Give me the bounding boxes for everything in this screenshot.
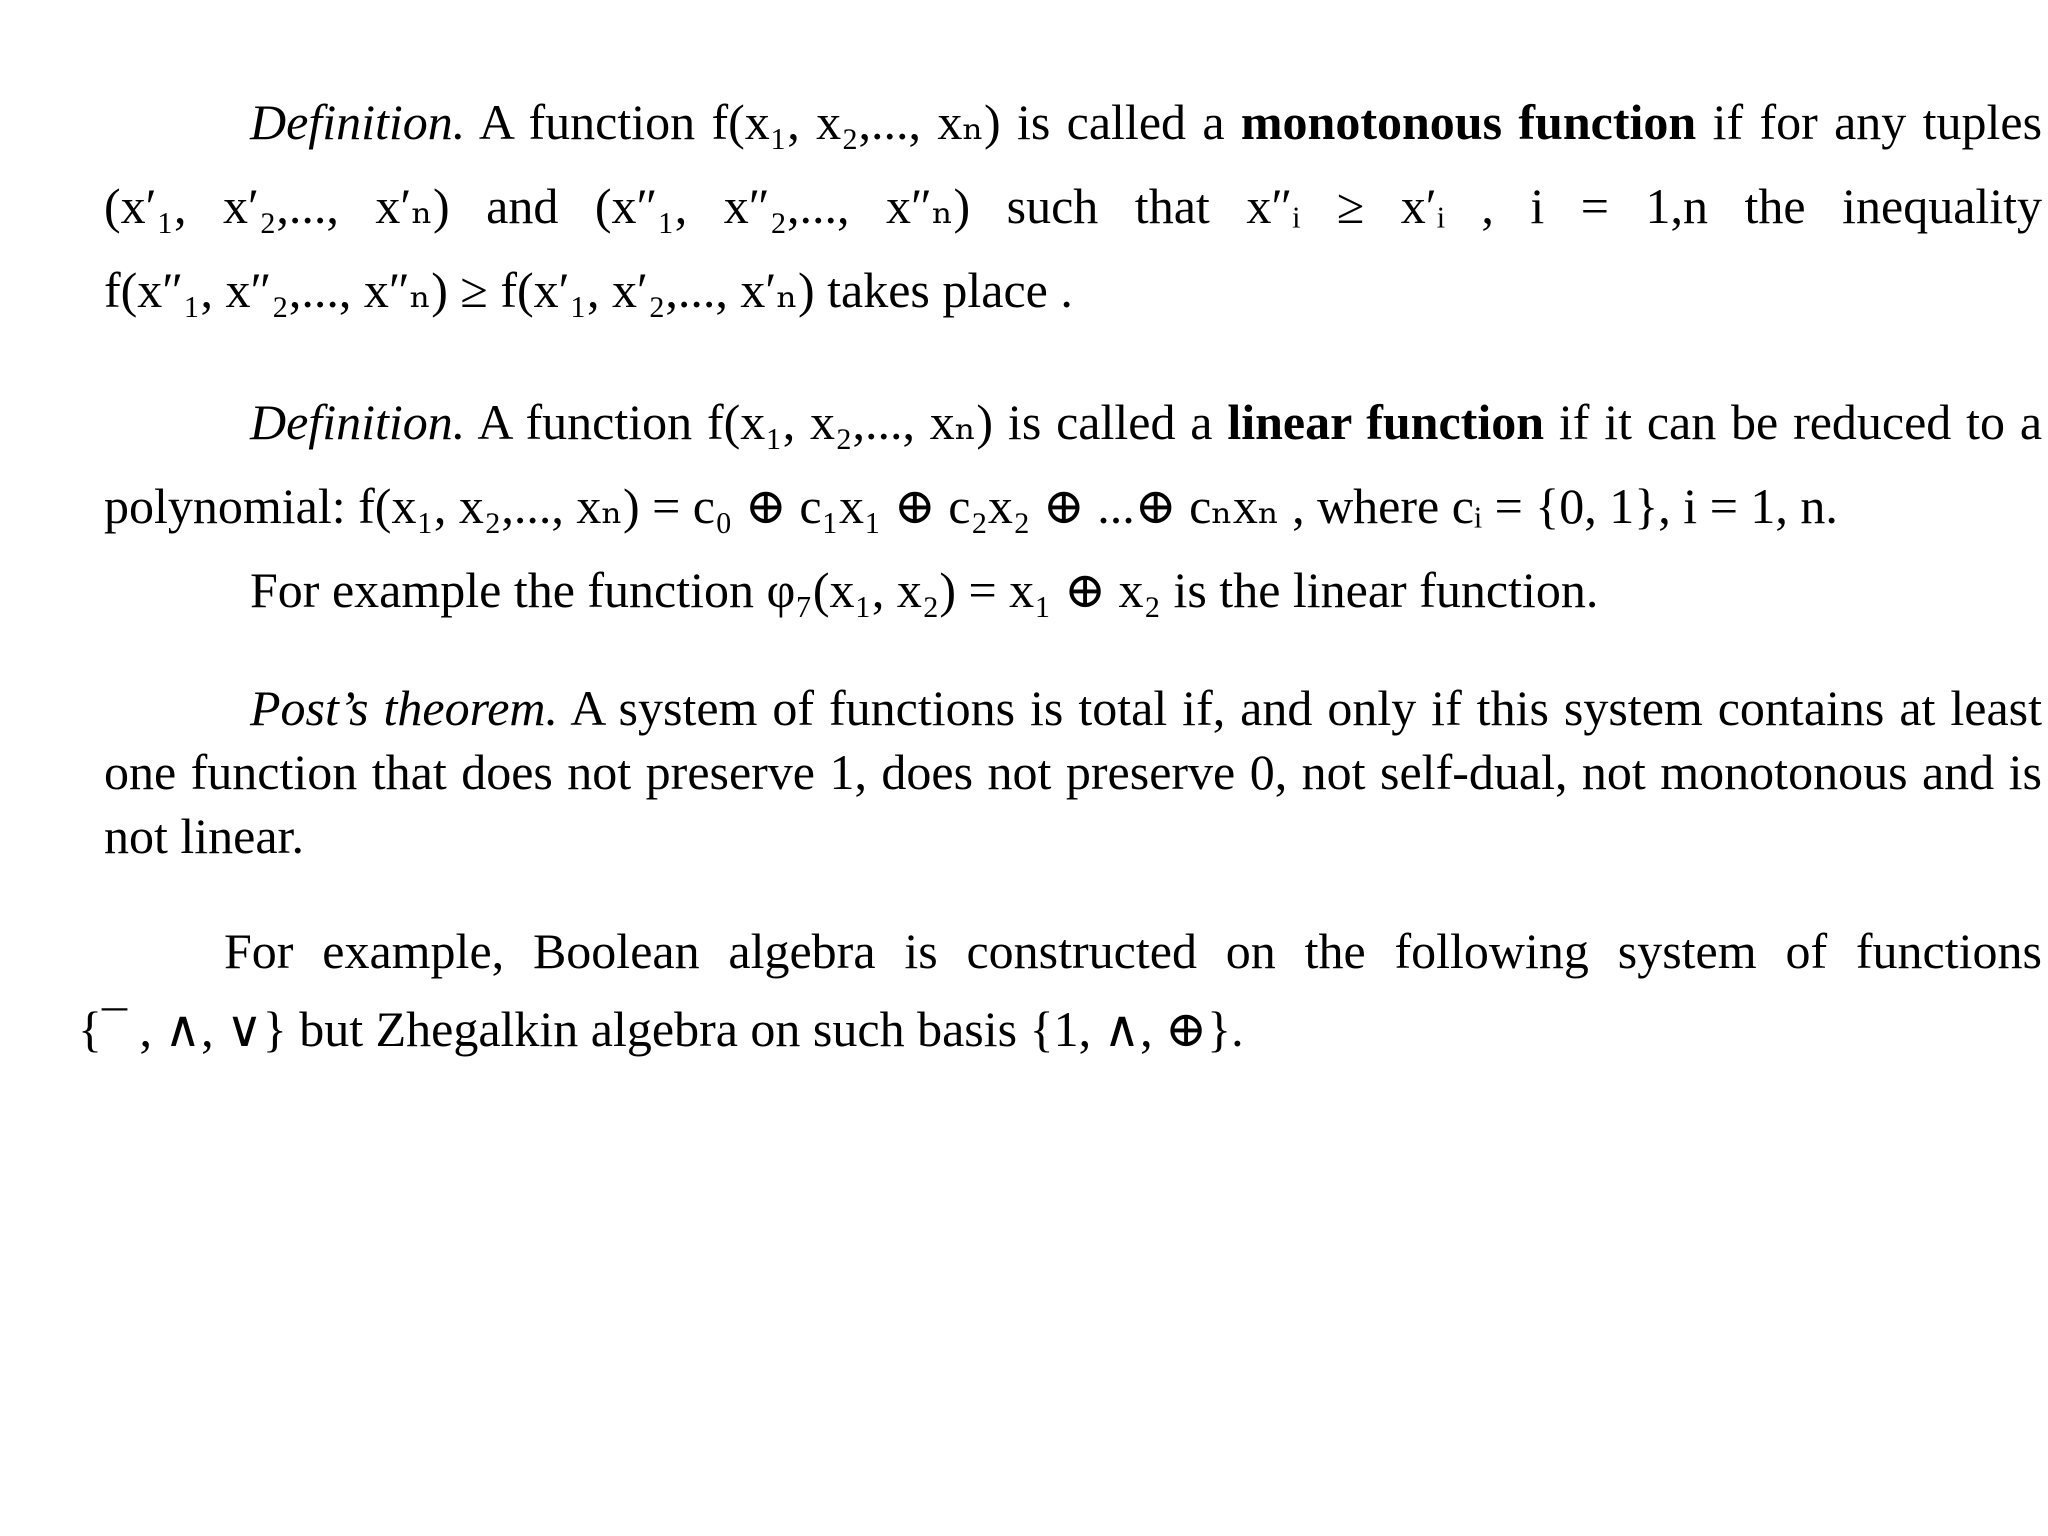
text-fragment: A function: [478, 94, 696, 150]
document-page: [78, 80, 2043, 1068]
text-fragment: is called a: [1007, 394, 1213, 450]
zhegalkin-polynomial: f(x₁, x₂,..., xₙ) = c₀ ⊕ c₁x₁ ⊕ c₂x₂ ⊕ ...⊕ cₙxₙ ,: [358, 478, 1305, 534]
definition-label: Definition.: [250, 394, 466, 450]
text-fragment: is the linear function.: [1173, 562, 1599, 618]
example-boolean-zhegalkin: [78, 912, 2042, 1068]
text-fragment: if it can be reduced to a polynomial:: [104, 394, 2043, 534]
theorem-text: A system of functions is total if, and only if this system contains at least one function that does not preserve 1, does not preserve 0, not self-dual, not monotonous and is not linear.: [104, 680, 2042, 864]
term-linear-function: linear function: [1227, 394, 1545, 450]
text-fragment: if for any tuples: [1712, 94, 2043, 150]
text-fragment: the inequality: [1744, 178, 2043, 234]
text-fragment: For example the function: [250, 562, 755, 618]
text-fragment: For example, Boolean algebra is constructed on the following system of functions: [224, 923, 2042, 979]
boolean-basis-set: {¯ , ∧, ∨}: [78, 1001, 287, 1057]
text-fragment: is called a: [1016, 94, 1225, 150]
tuple-condition: x″ᵢ ≥ x′ᵢ , i = 1,n: [1246, 178, 1708, 234]
text-fragment: A function: [477, 394, 693, 450]
zhegalkin-basis-set: {1, ∧, ⊕}.: [1029, 1001, 1244, 1057]
theorem-label: Post’s theorem.: [250, 680, 559, 736]
definition-label: Definition.: [250, 94, 466, 150]
phi7-expression: φ₇(x₁, x₂) = x₁ ⊕ x₂: [766, 562, 1161, 618]
term-monotonous-function: monotonous function: [1240, 94, 1697, 150]
text-fragment: and: [486, 178, 559, 234]
text-fragment: but Zhegalkin algebra on such basis: [299, 1001, 1018, 1057]
example-linear-function: [104, 548, 2042, 632]
function-expression: f(x₁, x₂,..., xₙ): [706, 394, 994, 450]
function-expression: f(x₁, x₂,..., xₙ): [711, 94, 1001, 150]
text-fragment: takes place .: [827, 262, 1073, 318]
text-fragment: such that: [1006, 178, 1210, 234]
monotonicity-inequality: f(x″₁, x″₂,..., x″ₙ) ≥ f(x′₁, x′₂,..., x′ₙ): [104, 262, 815, 318]
definition-monotonous: [104, 80, 2042, 332]
definition-linear: [104, 380, 2042, 548]
tuple-prime: (x′₁, x′₂,..., x′ₙ): [104, 178, 450, 234]
tuple-double-prime: (x″₁, x″₂,..., x″ₙ): [594, 178, 971, 234]
post-theorem: [104, 676, 2042, 868]
text-fragment: where: [1317, 478, 1440, 534]
coefficient-condition: cᵢ = {0, 1}, i = 1, n.: [1451, 478, 1838, 534]
